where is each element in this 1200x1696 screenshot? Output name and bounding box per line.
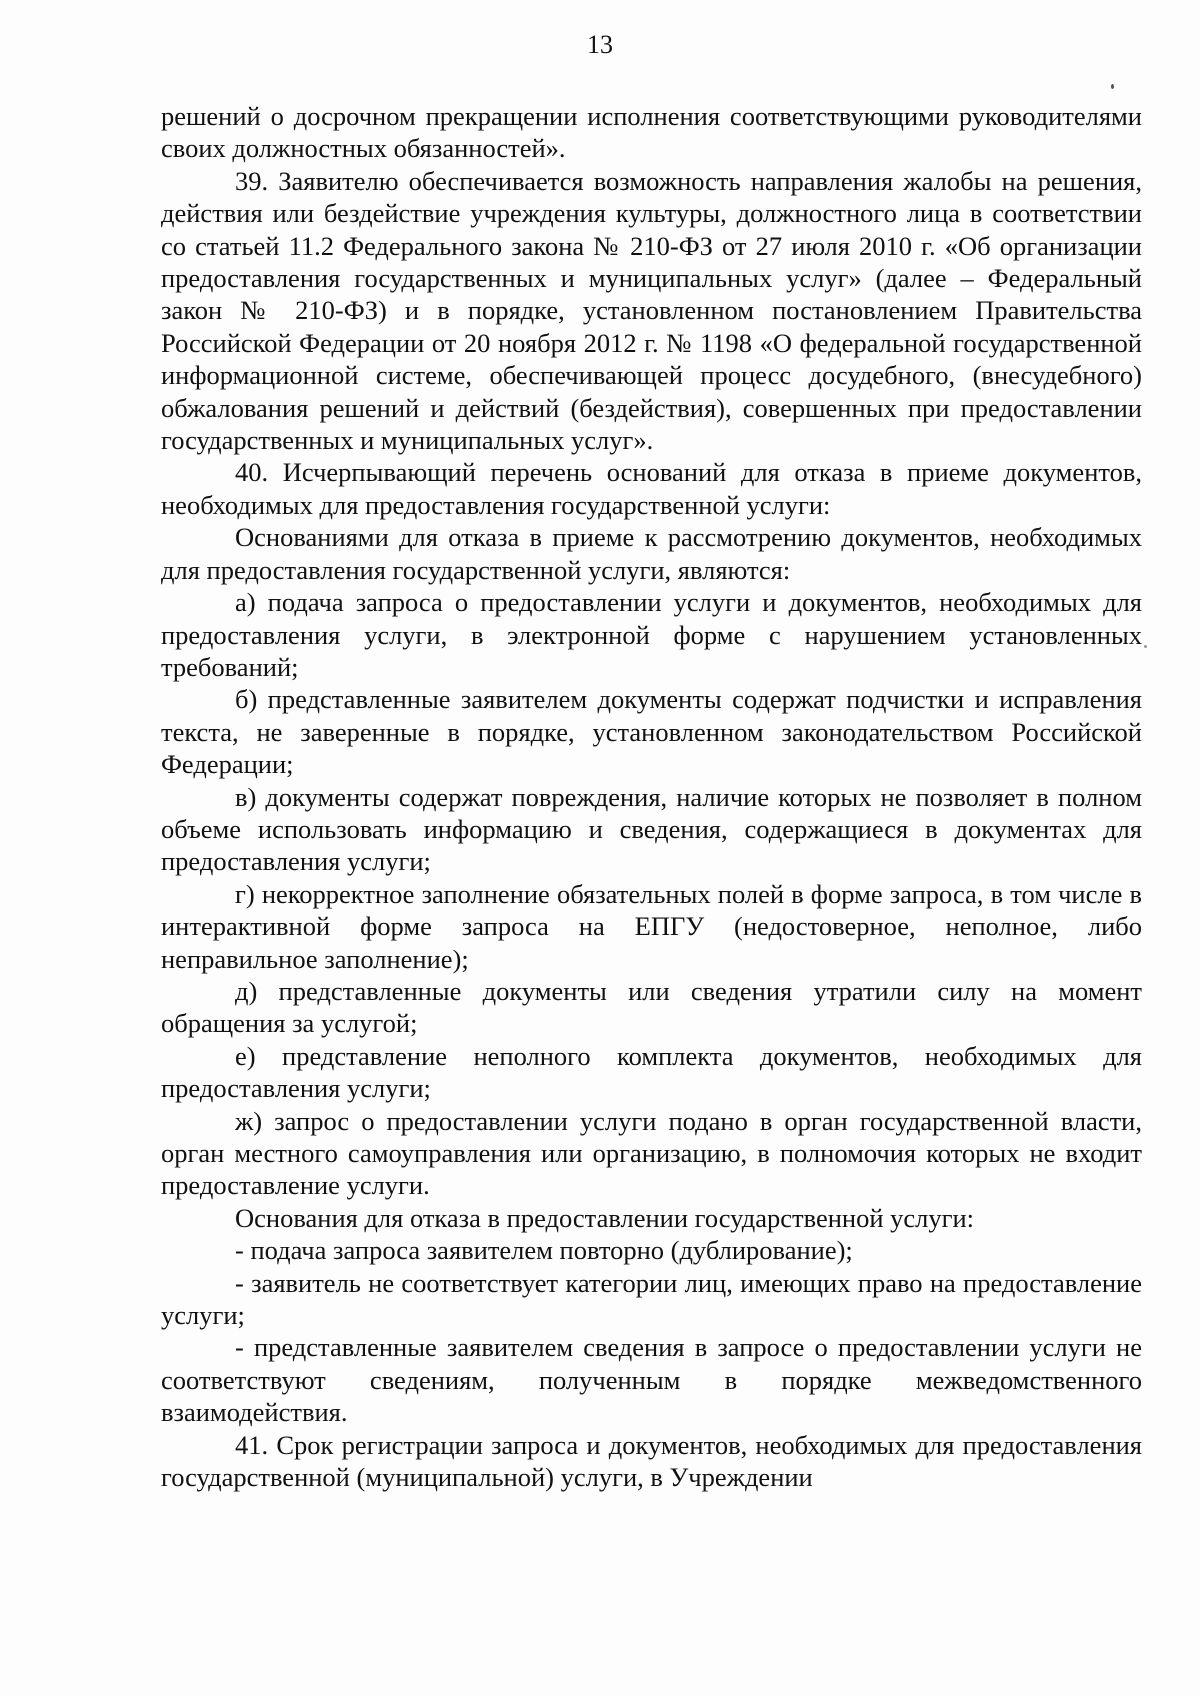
paragraph-refusal-grounds: Основания для отказа в предоставлении государственной услуги:	[235, 1202, 975, 1233]
list-item-e: е) представление неполного комплекта документов, необходимых для предоставления услуги;	[161, 1040, 1142, 1104]
page-number: 13	[587, 30, 613, 59]
paragraph-continuation: решений о досрочном прекращении исполнения соответствующими руководителями своих должностных обязанностей».	[161, 101, 1142, 164]
list-item-a: а) подача запроса о предоставлении услуги и документов, необходимых для предоставления услуги, в электронной форме с нарушением установленных требований;	[161, 587, 1142, 682]
paragraph-grounds-intro: Основаниями для отказа в приеме к рассмотрению документов, необходимых для предоставления государственной услуги, являются:	[161, 522, 1142, 585]
scan-speck	[1111, 84, 1114, 89]
paragraph-39: 39. Заявителю обеспечивается возможность направления жалобы на решения, действия или бездействие учреждения культуры, должностного лица в соответствии со статьей 11.2 Федерального закона № 210-ФЗ от 27 июля 2010 г. «Об организации предоставления государственных и муниципальных услуг» (далее – Федеральный закон № 210-ФЗ) и в порядке, установленном постановлением Правительства Российской Федерации от 20 ноября 2012 г. № 1198 «О федеральной государственной информационной системе, обеспечивающей процесс досудебного, (внесудебного) обжалования решений и действий (бездействия), совершенных при предоставлении государственных и муниципальных услуг».	[161, 165, 1142, 456]
list-item-g: г) некорректное заполнение обязательных полей в форме запроса, в том числе в интерактивной форме запроса на ЕПГУ (недостоверное, неполное, либо неправильное заполнение);	[161, 878, 1142, 974]
scan-speck	[1144, 645, 1147, 648]
paragraph-40: 40. Исчерпывающий перечень оснований для отказа в приеме документов, необходимых для предоставления государственной услуги:	[161, 457, 1142, 520]
paragraph-41: 41. Срок регистрации запроса и документов, необходимых для предоставления государственной (муниципальной) услуги, в Учреждении	[161, 1429, 1142, 1493]
list-item-v: в) документы содержат повреждения, наличие которых не позволяет в полном объеме использовать информацию и сведения, содержащиеся в документах для предоставления услуги;	[161, 781, 1142, 877]
list-item-zh: ж) запрос о предоставлении услуги подано в орган государственной власти, орган местного самоуправления или организацию, в полномочия которых не входит предоставление услуги.	[161, 1105, 1142, 1201]
list-item-b: б) представленные заявителем документы содержат подчистки и исправления текста, не заверенные в порядке, установленном законодательством Российской Федерации;	[161, 684, 1142, 780]
dash-item-1: - подача запроса заявителем повторно (дублирование);	[235, 1235, 853, 1266]
document-body	[161, 100, 1142, 1493]
dash-item-2: - заявитель не соответствует категории лиц, имеющих право на предоставление услуги;	[161, 1267, 1142, 1331]
list-item-d: д) представленные документы или сведения утратили силу на момент обращения за услугой;	[161, 975, 1142, 1039]
dash-item-3: - представленные заявителем сведения в запросе о предоставлении услуги не соответствуют сведениям, полученным в порядке межведомственного взаимодействия.	[161, 1332, 1142, 1428]
